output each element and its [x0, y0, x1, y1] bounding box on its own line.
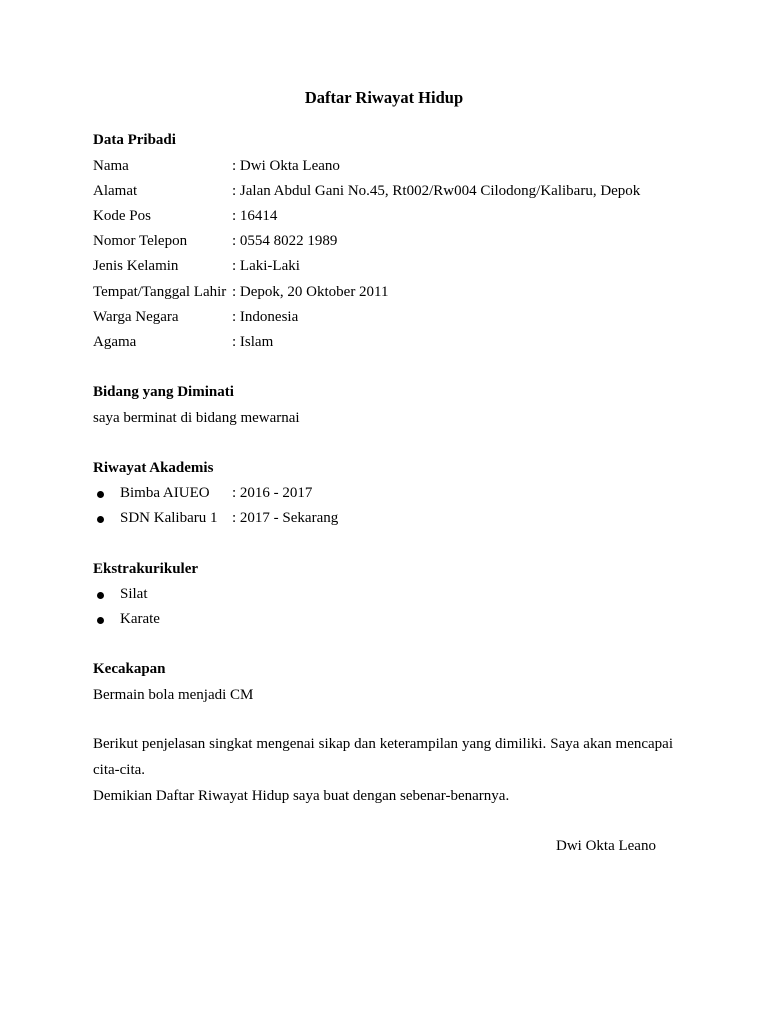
info-value: : Dwi Okta Leano	[232, 158, 340, 174]
info-row-warga-negara	[93, 309, 693, 329]
bullet-icon	[97, 617, 104, 624]
bullet-icon	[97, 592, 104, 599]
ekstrakurikuler-item	[93, 586, 493, 606]
akademis-school: SDN Kalibaru 1	[120, 510, 218, 526]
bullet-icon	[97, 516, 104, 523]
info-value: : Jalan Abdul Gani No.45, Rt002/Rw004 Cilodong/Kalibaru, Depok	[232, 183, 641, 199]
section-heading-ekstrakurikuler: Ekstrakurikuler	[93, 561, 199, 577]
section-heading-kecakapan: Kecakapan	[93, 661, 166, 677]
section-heading-akademis: Riwayat Akademis	[93, 460, 214, 476]
closing-paragraph: Berikut penjelasan singkat mengenai sikap dan keterampilan yang dimiliki. Saya akan mencapai cita-cita.	[93, 736, 673, 778]
section-heading-bidang: Bidang yang Diminati	[93, 384, 234, 400]
info-row-nama	[93, 158, 693, 178]
kecakapan-text: Bermain bola menjadi CM	[93, 687, 254, 703]
bidang-text: saya berminat di bidang mewarnai	[93, 410, 300, 426]
info-row-tempat-tanggal-lahir	[93, 284, 693, 304]
info-value: : Indonesia	[232, 309, 299, 325]
info-value: : Laki-Laki	[232, 258, 300, 274]
document-title: Daftar Riwayat Hidup	[304, 88, 464, 107]
ekstrakurikuler-label: Silat	[120, 586, 148, 602]
info-label: Nama	[93, 158, 129, 174]
ekstrakurikuler-item	[93, 611, 493, 631]
info-row-agama	[93, 334, 693, 354]
akademis-item	[93, 510, 493, 530]
ekstrakurikuler-label: Karate	[120, 611, 160, 627]
info-row-kode-pos	[93, 208, 693, 228]
akademis-item	[93, 485, 493, 505]
info-label: Agama	[93, 334, 137, 350]
signature-name: Dwi Okta Leano	[556, 838, 656, 854]
info-value: : 0554 8022 1989	[232, 233, 338, 249]
info-label: Nomor Telepon	[93, 233, 188, 249]
info-label: Jenis Kelamin	[93, 258, 179, 274]
info-value: : 16414	[232, 208, 278, 224]
closing-statement: Demikian Daftar Riwayat Hidup saya buat dengan sebenar-benarnya.	[93, 788, 510, 804]
akademis-period: : 2017 - Sekarang	[232, 510, 339, 526]
info-row-alamat	[93, 183, 693, 203]
info-label: Tempat/Tanggal Lahir	[93, 284, 227, 300]
info-value: : Depok, 20 Oktober 2011	[232, 284, 389, 300]
info-row-nomor-telepon	[93, 233, 693, 253]
info-value: : Islam	[232, 334, 274, 350]
bullet-icon	[97, 491, 104, 498]
info-label: Kode Pos	[93, 208, 151, 224]
info-label: Alamat	[93, 183, 138, 199]
akademis-school: Bimba AIUEO	[120, 485, 210, 501]
section-heading-data-pribadi: Data Pribadi	[93, 132, 176, 148]
info-label: Warga Negara	[93, 309, 179, 325]
info-row-jenis-kelamin	[93, 258, 693, 278]
akademis-period: : 2016 - 2017	[232, 485, 313, 501]
